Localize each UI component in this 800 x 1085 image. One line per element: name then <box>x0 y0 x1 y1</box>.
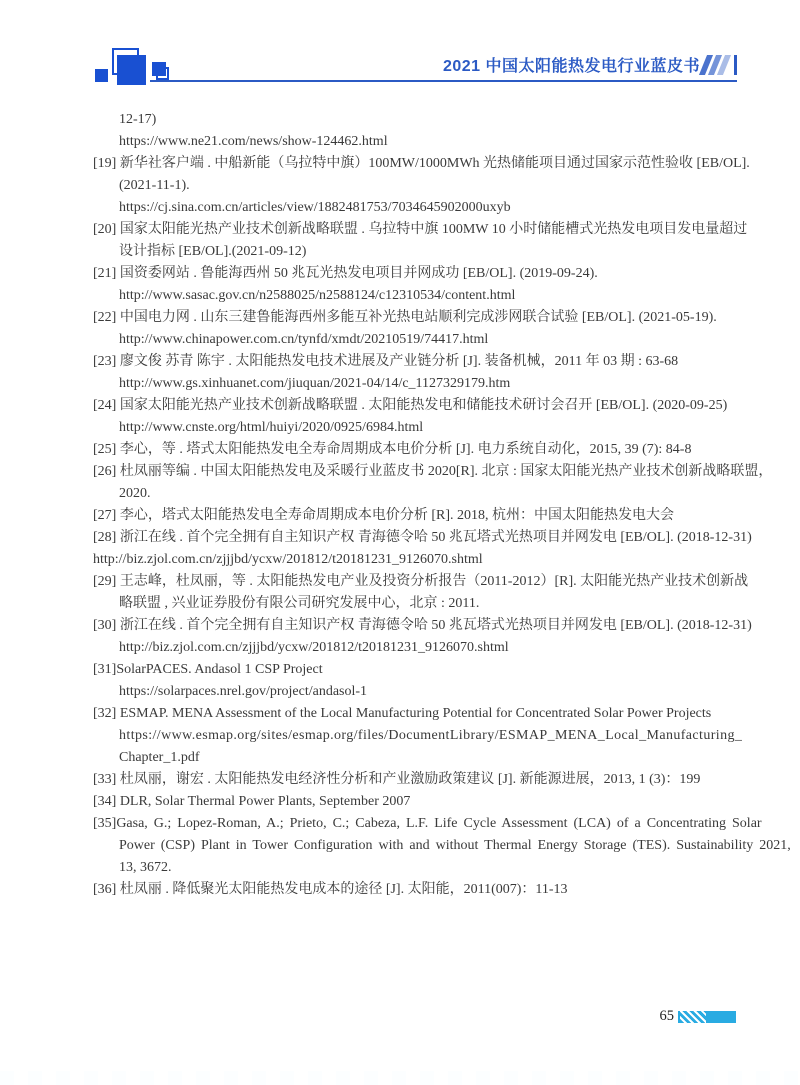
reference-line: 12-17) <box>119 112 157 127</box>
reference-line: [20] 国家太阳能光热产业技术创新战略联盟 . 乌拉特中旗 100MW 10 小时储能槽式光热发电项目发电量超过 <box>93 222 748 237</box>
reference-line: [25] 李心，等 . 塔式太阳能热发电全寿命周期成本电价分析 [J]. 电力系统自动化，2015, 39 (7): 84-8 <box>93 442 692 457</box>
reference-line: [27] 李心，塔式太阳能热发电全寿命周期成本电价分析 [R]. 2018, 杭州：中国太阳能热发电大会 <box>93 508 674 523</box>
reference-line: [32] ESMAP. MENA Assessment of the Local Manufacturing Potential for Concentrated Solar Power Projects <box>93 706 712 721</box>
reference-line: http://www.chinapower.com.cn/tynfd/xmdt/20210519/74417.html <box>119 332 489 347</box>
slashes-icon <box>703 55 737 75</box>
reference-line: Power (CSP) Plant in Tower Configuration with and without Thermal Energy Storage (TES). Sustainability 2021, <box>119 838 791 853</box>
reference-line: [31]SolarPACES. Andasol 1 CSP Project <box>93 662 323 677</box>
reference-line: Chapter_1.pdf <box>119 750 200 765</box>
document-title: 2021 中国太阳能热发电行业蓝皮书 <box>442 58 700 75</box>
bottom-decorative-strip <box>0 1071 800 1085</box>
reference-line: 13, 3672. <box>119 860 172 875</box>
reference-line: [34] DLR, Solar Thermal Power Plants, September 2007 <box>93 794 411 809</box>
reference-line: 略联盟 , 兴业证券股份有限公司研究发展中心，北京 : 2011. <box>119 596 480 611</box>
reference-line: [33] 杜凤丽，谢宏 . 太阳能热发电经济性分析和产业激励政策建议 [J]. 新能源进展，2013, 1 (3)：199 <box>93 772 701 787</box>
reference-line: https://www.esmap.org/sites/esmap.org/files/DocumentLibrary/ESMAP_MENA_Local_Manufacturing_ <box>119 728 743 743</box>
reference-line: [19] 新华社客户端 . 中船新能（乌拉特中旗）100MW/1000MWh 光热储能项目通过国家示范性验收 [EB/OL]. <box>93 156 750 171</box>
reference-line: [26] 杜凤丽等编 . 中国太阳能热发电及采暖行业蓝皮书 2020[R]. 北京 : 国家太阳能光热产业技术创新战略联盟， <box>93 464 773 479</box>
reference-line: https://solarpaces.nrel.gov/project/andasol-1 <box>119 684 368 699</box>
logo-square-solid-large <box>117 55 146 85</box>
reference-line: http://biz.zjol.com.cn/zjjjbd/ycxw/201812/t20181231_9126070.shtml <box>119 640 509 655</box>
reference-line: [24] 国家太阳能光热产业技术创新战略联盟 . 太阳能热发电和储能技术研讨会召开 [EB/OL]. (2020-09-25) <box>93 398 728 413</box>
footer-bar <box>678 1011 736 1023</box>
page-number: 65 <box>659 1008 674 1024</box>
reference-line: [29] 王志峰，杜凤丽，等 . 太阳能热发电产业及投资分析报告（2011-2012）[R]. 太阳能光热产业技术创新战 <box>93 574 749 589</box>
reference-line: 设计指标 [EB/OL].(2021-09-12) <box>119 244 307 259</box>
reference-line: https://cj.sina.com.cn/articles/view/1882481753/7034645902000uxyb <box>119 200 511 215</box>
reference-line: http://www.cnste.org/html/huiyi/2020/0925/6984.html <box>119 420 424 435</box>
reference-line: [22] 中国电力网 . 山东三建鲁能海西州多能互补光热电站顺利完成涉网联合试验 [EB/OL]. (2021-05-19). <box>93 310 717 325</box>
reference-line: (2021-11-1). <box>119 178 190 193</box>
reference-line: [35]Gasa, G.; Lopez-Roman, A.; Prieto, C.; Cabeza, L.F. Life Cycle Assessment (LCA) of a Concentrating Solar <box>93 816 762 831</box>
reference-line: https://www.ne21.com/news/show-124462.html <box>119 134 388 149</box>
reference-line: http://biz.zjol.com.cn/zjjjbd/ycxw/201812/t20181231_9126070.shtml <box>93 552 483 567</box>
reference-line: [23] 廖文俊 苏青 陈宇 . 太阳能热发电技术进展及产业链分析 [J]. 装备机械，2011 年 03 期 : 63-68 <box>93 354 679 369</box>
logo-square-small-left <box>95 69 108 82</box>
reference-line: [36] 杜凤丽 . 降低聚光太阳能热发电成本的途径 [J]. 太阳能，2011(007)：11-13 <box>93 882 568 897</box>
header-rule <box>150 80 737 82</box>
reference-line: 2020. <box>119 486 151 501</box>
reference-line: [21] 国资委网站 . 鲁能海西州 50 兆瓦光热发电项目并网成功 [EB/OL]. (2019-09-24). <box>93 266 598 281</box>
reference-line: http://www.sasac.gov.cn/n2588025/n2588124/c12310534/content.html <box>119 288 516 303</box>
reference-line: [28] 浙江在线 . 首个完全拥有自主知识产权 青海德令哈 50 兆瓦塔式光热项目并网发电 [EB/OL]. (2018-12-31) <box>93 530 752 545</box>
reference-line: http://www.gs.xinhuanet.com/jiuquan/2021-04/14/c_1127329179.htm <box>119 376 511 391</box>
references-list <box>93 109 791 901</box>
logo-square-small-right <box>152 62 166 76</box>
reference-line: [30] 浙江在线 . 首个完全拥有自主知识产权 青海德令哈 50 兆瓦塔式光热项目并网发电 [EB/OL]. (2018-12-31) <box>93 618 752 633</box>
